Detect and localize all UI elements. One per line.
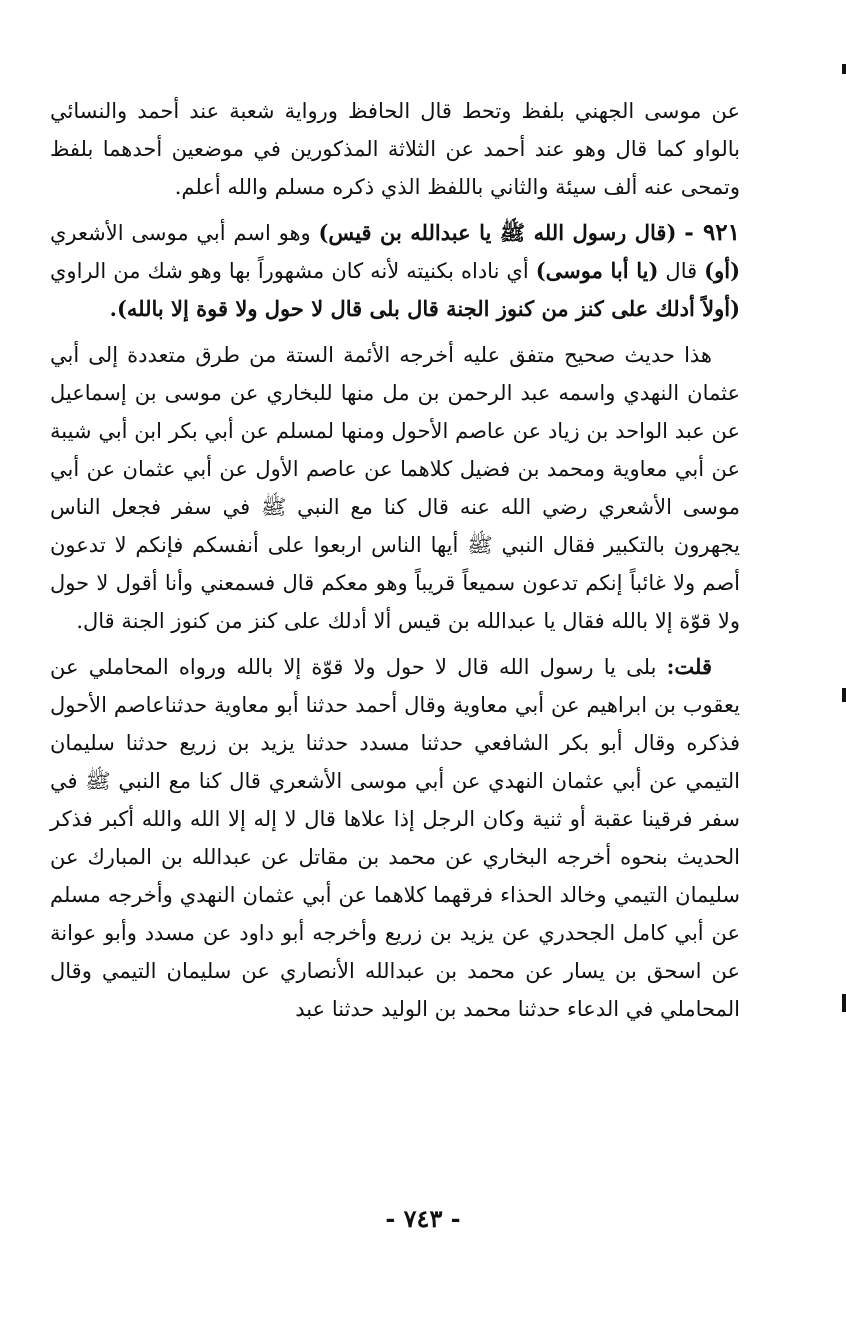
paragraph-4	[50, 648, 740, 1028]
paragraph-4-lead: قلت:	[666, 654, 712, 679]
hadith-quote-a: (قال رسول الله ﷺ يا عبدالله بن قيس)	[318, 220, 677, 245]
page-number: - ٧٤٣ -	[385, 1204, 461, 1233]
paragraph-3-text: هذا حديث صحيح متفق عليه أخرجه الأئمة الستة من طرق متعددة إلى أبي عثمان النهدي واسمه عبد الرحمن بن مل منها للبخاري عن موسى بن إسماعيل عن عبد الواحد بن زياد عن عاصم الأحول ومنها لمسلم عن أبي بكر ابن أبي شيبة عن أبي معاوية ومحمد بن فضيل كلاهما عن عاصم الأول عن أبي عثمان عن أبي موسى الأشعري رضي الله عنه قال كنا مع النبي ﷺ في سفر فجعل الناس يجهرون بالتكبير فقال النبي ﷺ أيها الناس اربعوا على أنفسكم فإنكم لا تدعون أصم ولا غائباً إنكم تدعون سميعاً قريباً وهو معكم قال فسمعني وأنا أقول لا حول ولا قوّة إلا بالله فقال يا عبدالله بن قيس ألا أدلك على كنز من كنوز الجنة قال.	[50, 343, 740, 633]
page-body	[50, 92, 740, 1036]
paragraph-1-text: عن موسى الجهني بلفظ وتحط قال الحافظ ورواية شعبة عند أحمد والنسائي بالواو كما قال وهو عند أحمد عن الثلاثة المذكورين في موضعين أحدهما بلفظ وتمحى عنه ألف سيئة والثاني باللفظ الذي ذكره مسلم والله أعلم.	[50, 99, 740, 199]
hadith-quote-c: (يا أبا موسى)	[535, 258, 659, 283]
edge-mark-middle	[842, 688, 846, 702]
hadith-text-b: قال	[658, 259, 705, 283]
paragraph-1	[50, 92, 740, 206]
edge-mark-lower	[842, 994, 846, 1012]
hadith-number: ٩٢١ -	[684, 219, 740, 246]
hadith-quote-b: (أو)	[704, 258, 741, 283]
hadith-text-a: وهو اسم أبي موسى الأشعري	[50, 221, 319, 245]
hadith-text-c: أي ناداه بكنيته لأنه كان مشهوراً بها وهو شك من الراوي	[50, 259, 536, 283]
hadith-921	[50, 214, 740, 328]
edge-mark-top	[842, 64, 846, 74]
paragraph-3	[50, 336, 740, 640]
paragraph-4-text: بلى يا رسول الله قال لا حول ولا قوّة إلا بالله ورواه المحاملي عن يعقوب بن ابراهيم عن أبي معاوية وقال أحمد حدثنا أبو معاوية حدثناعاصم الأحول فذكره وقال أبو بكر الشافعي حدثنا مسدد حدثنا يزيد بن زريع حدثنا سليمان التيمي عن أبي عثمان النهدي عن أبي موسى الأشعري قال كنا مع النبي ﷺ في سفر فرقينا عقبة أو ثنية وكان الرجل إذا علاها قال لا إله إلا الله والله أكبر فذكر الحديث بنحوه أخرجه البخاري عن محمد بن مقاتل عن عبدالله بن المبارك عن سليمان التيمي وخالد الحذاء فرقهما كلاهما عن أبي عثمان النهدي وأخرجه مسلم عن أبي كامل الجحدري عن يزيد بن زريع وأخرجه أبو داود عن مسدد وأبو عوانة عن اسحق بن يسار عن محمد بن عبدالله الأنصاري عن سليمان التيمي وقال المحاملي في الدعاء حدثنا محمد بن الوليد حدثنا عبد	[50, 655, 740, 1021]
hadith-quote-d: (أولاً أدلك على كنز من كنوز الجنة قال بلى قال لا حول ولا قوة إلا بالله).	[109, 296, 740, 321]
